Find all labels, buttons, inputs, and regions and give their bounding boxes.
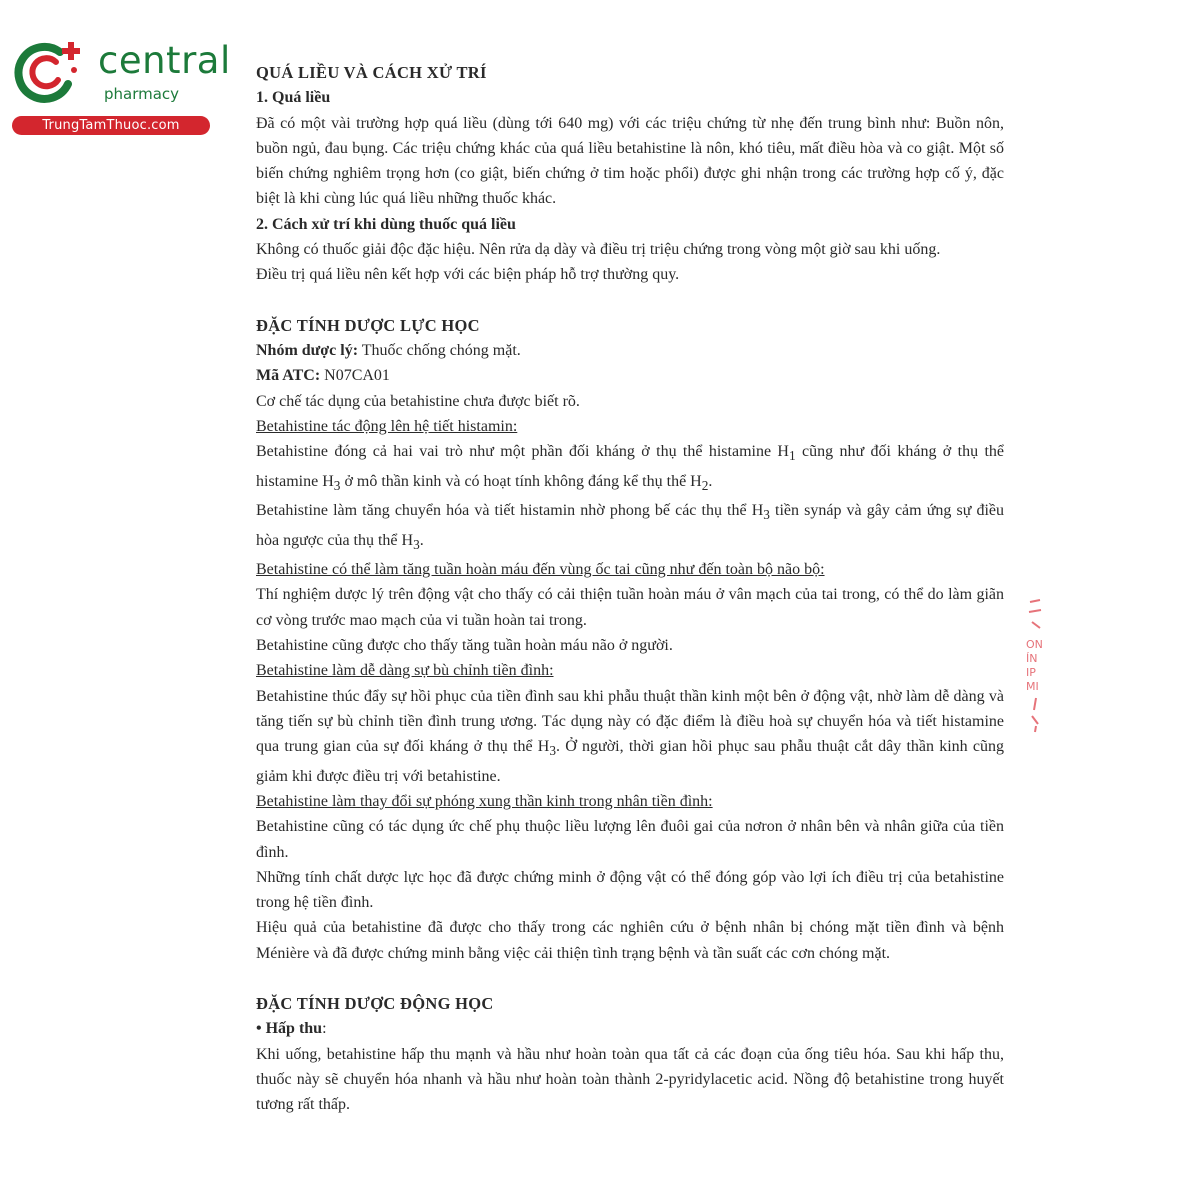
stamp-line: MI	[1026, 680, 1039, 693]
stamp-line: ON	[1026, 638, 1043, 651]
paragraph: Betahistine đóng cả hai vai trò như một phần đối kháng ở thụ thể histamine $H_1$ cũng như đối kháng ở thụ thể histamine $H_3$ ở mô thần kinh và có hoạt tính không đáng kể thụ thể $H_2$.	[256, 443, 1004, 493]
subheading-overdose: 1. Quá liều	[256, 89, 331, 107]
section-title-overdose: QUÁ LIỀU VÀ CÁCH XỬ TRÍ	[256, 63, 487, 82]
stamp-line: ÍN	[1026, 652, 1038, 665]
value: Thuốc chống chóng mặt.	[358, 341, 521, 359]
paragraph: Betahistine cũng được cho thấy tăng tuần hoàn máu não ở người.	[256, 636, 673, 654]
section-title-pharmacodynamics: ĐẶC TÍNH DƯỢC LỰC HỌC	[256, 315, 480, 335]
underlined-heading: Betahistine tác động lên hệ tiết histamin:	[256, 417, 518, 435]
paragraph: Betahistine làm tăng chuyển hóa và tiết histamin nhờ phong bế các thụ thể $H_3$ tiền synáp và gây cảm ứng sự điều hòa ngược của thụ thể $H_3$.	[256, 502, 1005, 552]
subheading-management: 2. Cách xử trí khi dùng thuốc quá liều	[256, 215, 516, 233]
label: Nhóm dược lý:	[256, 341, 359, 359]
brand-domain[interactable]: TrungTamThuoc.com	[12, 116, 210, 135]
paragraph: Betahistine thúc đẩy sự hồi phục của tiền đình sau khi phẫu thuật thần kinh một bên ở động vật, nhờ làm dễ dàng và tăng tiến sự bù chỉnh tiền đình trung ương. Tác dụng này có đặc điểm là điều hoà sự chuyển hóa và tiết histamine qua trung gian của sự đối kháng ở thụ thể $H_3$. Ở người, thời gian hồi phục sau phẫu thuật cắt dây thần kinh cũng giảm khi được điều trị với betahistine.	[256, 687, 1005, 785]
stamp-line: IP	[1026, 666, 1036, 679]
pharmacy-logo-icon	[12, 40, 90, 104]
underlined-heading: Betahistine làm dễ dàng sự bù chỉnh tiền đình:	[256, 662, 554, 680]
paragraph: Những tính chất dược lực học đã được chứng minh ở động vật có thể đóng góp vào lợi ích điều trị của betahistine trong hệ tiền đình.	[256, 868, 1004, 912]
central-pharmacy-logo[interactable]	[12, 38, 231, 138]
paragraph: Hiệu quả của betahistine đã được cho thấy trong các nghiên cứu ở bệnh nhân bị chóng mặt tiền đình và bệnh Ménière và đã được chứng minh bằng việc cải thiện tình trạng bệnh và tần suất các cơn chóng mặt.	[256, 919, 1004, 962]
paragraph: Điều trị quá liều nên kết hợp với các biện pháp hỗ trợ thường quy.	[256, 266, 680, 284]
absorption-heading: • Hấp thu:	[256, 1020, 327, 1038]
paragraph: Đã có một vài trường hợp quá liều (dùng tới 640 mg) với các triệu chứng từ nhẹ đến trung bình như: Buồn nôn, buồn ngủ, đau bụng. Các triệu chứng khác của quá liều betahistine là nôn, khó tiêu, mất điều hòa và co giật. Một số biến chứng nghiêm trọng hơn (co giật, biến chứng ở tim hoặc phổi) được ghi nhận trong các trường hợp cố ý, đặc biệt là khi cùng lúc quá liều những thuốc khác.	[256, 114, 1004, 208]
paragraph: Không có thuốc giải độc đặc hiệu. Nên rửa dạ dày và điều trị triệu chứng trong vòng một giờ sau khi uống.	[256, 241, 941, 259]
brand-name: central	[98, 39, 231, 82]
pharmacological-group	[256, 338, 1004, 363]
document-body	[256, 60, 1004, 1118]
paragraph: Cơ chế tác dụng của betahistine chưa được biết rõ.	[256, 392, 580, 410]
paragraph: Betahistine cũng có tác dụng ức chế phụ thuộc liều lượng lên đuôi gai của nơron ở nhân bên và nhân giữa của tiền đình.	[256, 818, 1004, 861]
underlined-heading: Betahistine có thể làm tăng tuần hoàn máu đến vùng ốc tai cũng như đến toàn bộ não bộ:	[256, 561, 825, 579]
red-stamp	[1026, 598, 1048, 768]
atc-code	[256, 363, 1004, 388]
stamp-mark-icon	[1026, 598, 1046, 634]
stamp-mark-icon	[1026, 694, 1046, 734]
label: Mã ATC:	[256, 367, 321, 385]
value: N07CA01	[320, 367, 390, 385]
section-title-pharmacokinetics: ĐẶC TÍNH DƯỢC ĐỘNG HỌC	[256, 994, 494, 1014]
paragraph: Khi uống, betahistine hấp thu mạnh và hầu như hoàn toàn qua tất cả các đoạn của ống tiêu hóa. Sau khi hấp thu, thuốc này sẽ chuyển hóa nhanh và hầu như hoàn toàn thành 2-pyridylacetic acid. Nồng độ betahistine trong huyết tương rất thấp.	[256, 1045, 1004, 1114]
underlined-heading: Betahistine làm thay đổi sự phóng xung thần kinh trong nhân tiền đình:	[256, 792, 713, 810]
brand-subtitle: pharmacy	[104, 85, 180, 103]
paragraph: Thí nghiệm dược lý trên động vật cho thấy có cải thiện tuần hoàn máu ở vân mạch của tai trong, có thể do làm giãn cơ vòng trước mao mạch của vi tuần hoàn tai trong.	[256, 586, 1004, 629]
